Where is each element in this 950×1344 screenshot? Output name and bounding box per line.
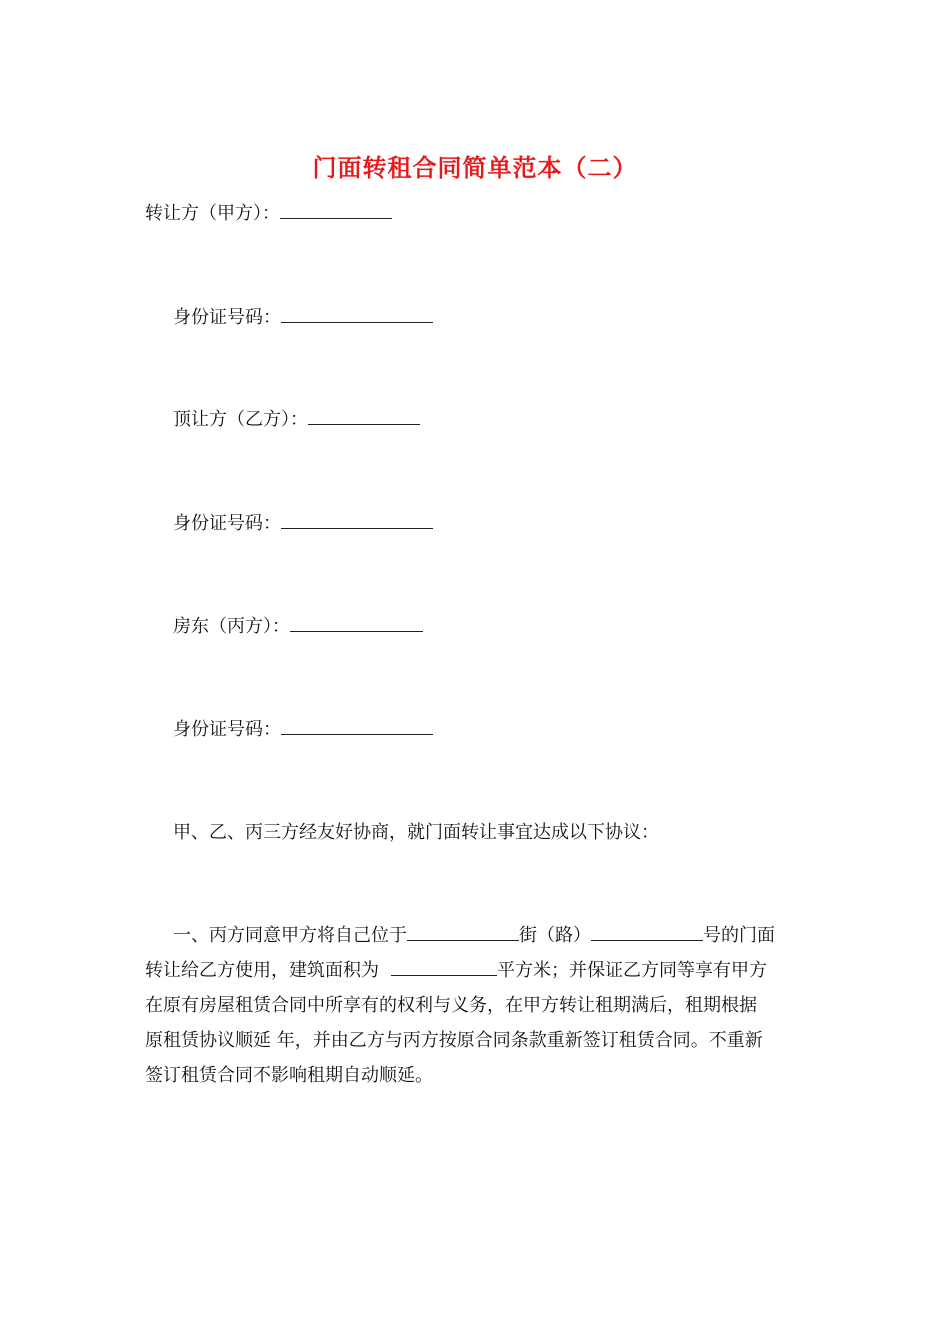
clause-one-line: 在原有房屋租赁合同中所享有的权利与义务，在甲方转让租期满后，租期根据 xyxy=(145,995,757,1016)
clause-one-line: 签订租赁合同不影响租期自动顺延。 xyxy=(145,1065,433,1086)
landlord-blank[interactable] xyxy=(290,613,423,632)
clause-one-line xyxy=(145,953,810,988)
transferor-line xyxy=(145,200,392,227)
landlord-label: 房东（丙方）： xyxy=(173,616,290,637)
clause-one-line xyxy=(145,918,810,953)
clause-one-line: 原租赁协议顺延 年，并由乙方与丙方按原合同条款重新签订租赁合同。不重新 xyxy=(145,1030,763,1051)
transferee-id-blank[interactable] xyxy=(281,510,433,529)
landlord-id-label: 身份证号码： xyxy=(173,719,281,740)
area-blank[interactable] xyxy=(391,957,497,976)
intro-paragraph: 甲、乙、丙三方经友好协商，就门面转让事宜达成以下协议： xyxy=(173,822,659,843)
clause-one-text: 一、丙方同意甲方将自己位于 xyxy=(173,925,407,946)
landlord-id-line xyxy=(173,716,433,743)
clause-one-text: 转让给乙方使用，建筑面积为 xyxy=(145,960,379,981)
clause-one-paragraph xyxy=(145,918,810,1093)
transferor-id-label: 身份证号码： xyxy=(173,307,281,328)
transferor-id-line xyxy=(173,304,433,331)
landlord-line xyxy=(173,613,423,640)
clause-one-text: 平方米；并保证乙方同等享有甲方 xyxy=(497,960,767,981)
clause-one-text: 街（路） xyxy=(519,925,591,946)
landlord-id-blank[interactable] xyxy=(281,716,433,735)
transferor-id-blank[interactable] xyxy=(281,304,433,323)
clause-one-text: 号的门面 xyxy=(703,925,775,946)
document-title: 门面转租合同简单范本（二） xyxy=(312,153,638,182)
transferee-id-line xyxy=(173,510,433,537)
street-blank[interactable] xyxy=(407,922,519,941)
transferee-id-label: 身份证号码： xyxy=(173,513,281,534)
transferee-label: 顶让方（乙方）： xyxy=(173,409,308,430)
number-blank[interactable] xyxy=(591,922,703,941)
transferor-blank[interactable] xyxy=(280,200,392,219)
transferor-label: 转让方（甲方）： xyxy=(145,203,280,224)
transferee-line xyxy=(173,406,420,433)
transferee-blank[interactable] xyxy=(308,406,420,425)
